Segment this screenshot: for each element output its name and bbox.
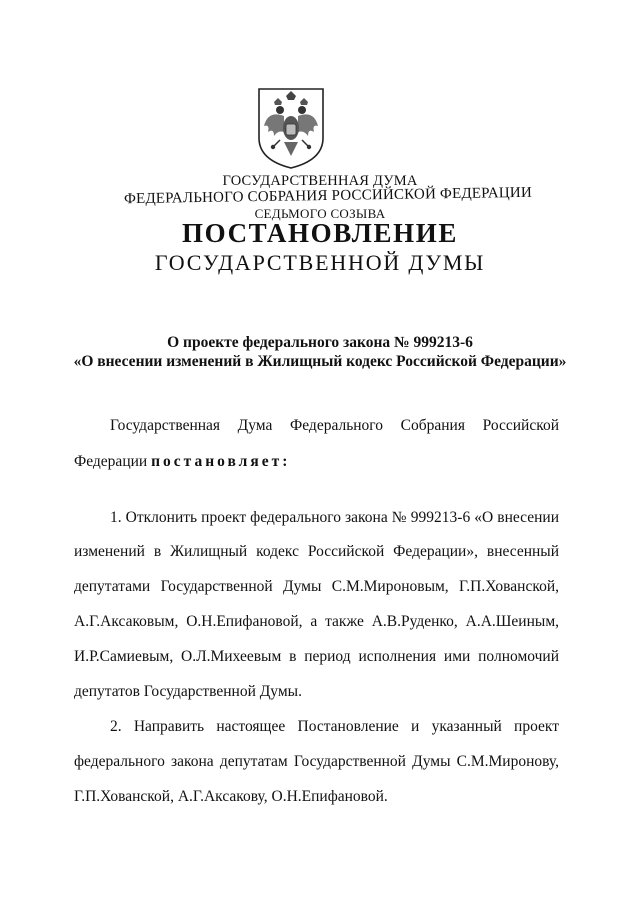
item1-line-1: 1. Отклонить проект федерального закона № 999213-6 «О внесении: [110, 509, 559, 526]
double-headed-eagle-emblem-icon: [256, 86, 326, 170]
item1-line-6: депутатов Государственной Думы.: [74, 683, 302, 700]
preamble-text: Федерации: [74, 453, 152, 470]
header-line-federal-assembly: ФЕДЕРАЛЬНОГО СОБРАНИЯ РОССИЙСКОЙ ФЕДЕРАЦИИ: [123, 184, 533, 208]
header-line-duma: ГОСУДАРСТВЕННАЯ ДУМА: [222, 173, 418, 189]
item1-line-4: А.Г.Аксаковым, О.Н.Епифановой, а также А.В.Руденко, А.А.Шеиным,: [74, 613, 559, 630]
header-line-convocation: СЕДЬМОГО СОЗЫВА: [254, 206, 386, 221]
preamble-line-1: Государственная Дума Федерального Собрания Российской: [110, 417, 559, 434]
resolves-word: постановляет:: [151, 453, 291, 470]
document-title: ПОСТАНОВЛЕНИЕ: [182, 218, 458, 248]
item2-line-3: Г.П.Хованской, А.Г.Аксакову, О.Н.Епифановой.: [74, 788, 388, 805]
item2-line-1: 2. Направить настоящее Постановление и указанный проект: [110, 718, 559, 735]
item1-line-5: И.Р.Самиевым, О.Л.Михеевым в период исполнения ими полномочий: [74, 648, 559, 665]
preamble-line-2: [74, 453, 559, 471]
item1-line-2: изменений в Жилищный кодекс Российской Федерации», внесенный: [74, 543, 559, 560]
document-subtitle: ГОСУДАРСТВЕННОЙ ДУМЫ: [154, 250, 486, 275]
item2-line-2: федерального закона депутатам Государственной Думы С.М.Миронову,: [74, 753, 559, 770]
bill-title: [0, 333, 640, 371]
item1-line-3: депутатами Государственной Думы С.М.Мироновым, Г.П.Хованской,: [74, 578, 559, 595]
bill-title-line-2: «О внесении изменений в Жилищный кодекс Российской Федерации»: [73, 353, 567, 370]
bill-title-line-1: О проекте федерального закона № 999213-6: [167, 334, 473, 351]
